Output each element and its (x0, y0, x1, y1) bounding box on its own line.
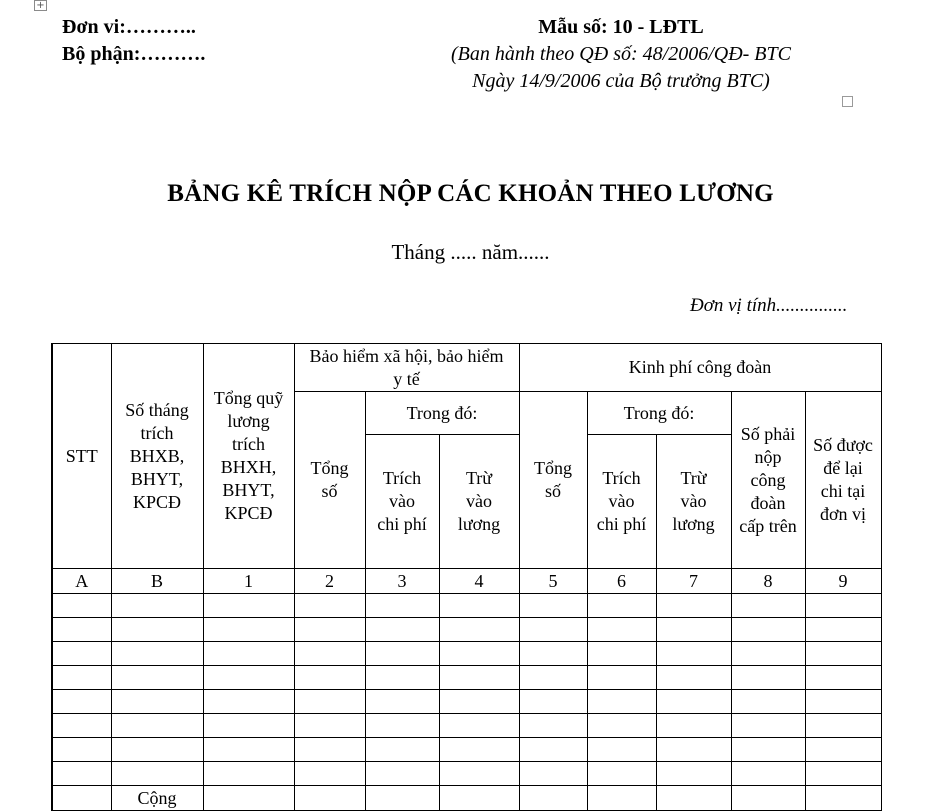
data-cell[interactable] (294, 714, 365, 738)
data-cell[interactable] (294, 762, 365, 786)
data-cell[interactable] (52, 690, 111, 714)
month-line: Tháng ..... năm...... (391, 240, 550, 264)
header-union-total (519, 392, 587, 569)
data-cell[interactable] (294, 618, 365, 642)
header-stt: STT (52, 344, 111, 569)
header-union-charged (587, 435, 656, 569)
data-cell[interactable] (656, 738, 731, 762)
data-cell[interactable] (203, 666, 294, 690)
data-cell[interactable] (731, 642, 805, 666)
data-cell[interactable] (52, 738, 111, 762)
data-cell[interactable] (52, 786, 111, 811)
data-cell[interactable] (52, 642, 111, 666)
index-cell: 6 (587, 569, 656, 594)
data-cell[interactable] (805, 738, 881, 762)
data-cell[interactable] (203, 762, 294, 786)
data-cell[interactable] (52, 762, 111, 786)
data-cell[interactable] (656, 690, 731, 714)
data-cell[interactable] (731, 786, 805, 811)
header-fund-text: Tổng quỹ lương trích BHXH, BHYT, KPCĐ (213, 388, 284, 523)
data-cell[interactable] (805, 714, 881, 738)
header-months (111, 344, 203, 569)
data-cell[interactable] (294, 666, 365, 690)
data-cell[interactable] (111, 762, 203, 786)
data-cell[interactable] (294, 738, 365, 762)
data-cell[interactable] (656, 666, 731, 690)
data-cell[interactable] (203, 618, 294, 642)
data-cell[interactable] (52, 714, 111, 738)
data-cell[interactable] (365, 642, 439, 666)
data-cell[interactable] (587, 594, 656, 618)
data-cell[interactable] (203, 642, 294, 666)
header-union-in-which: Trong đó: (587, 392, 731, 435)
data-cell[interactable] (656, 714, 731, 738)
data-cell[interactable] (587, 642, 656, 666)
unit-label: Đơn vi:……….. (62, 16, 196, 38)
header-payable-upper-text: Số phải nộp công đoàn cấp trên (739, 423, 797, 536)
data-cell[interactable] (805, 594, 881, 618)
org-header (62, 14, 205, 68)
data-cell[interactable] (587, 786, 656, 811)
issued-by: (Ban hành theo QĐ số: 48/2006/QĐ- BTC (451, 43, 791, 65)
header-insurance-in-which: Trong đó: (365, 392, 519, 435)
total-row (52, 786, 881, 811)
data-cell[interactable] (111, 642, 203, 666)
total-label: Cộng (111, 786, 203, 811)
header-payable-upper (731, 392, 805, 569)
index-cell: 8 (731, 569, 805, 594)
data-cell[interactable] (365, 714, 439, 738)
header-months-text: Số tháng trích BHXB, BHYT, KPCĐ (125, 399, 189, 512)
table-row (52, 738, 881, 762)
data-cell[interactable] (731, 618, 805, 642)
table-row (52, 762, 881, 786)
data-cell[interactable] (365, 618, 439, 642)
data-cell[interactable] (439, 618, 519, 642)
table-row (52, 690, 881, 714)
data-cell[interactable] (111, 666, 203, 690)
contribution-table (51, 343, 882, 811)
data-cell[interactable] (203, 786, 294, 811)
data-cell[interactable] (805, 666, 881, 690)
data-cell[interactable] (439, 690, 519, 714)
data-cell[interactable] (111, 618, 203, 642)
issued-date: Ngày 14/9/2006 của Bộ trưởng BTC) (472, 70, 770, 92)
data-cell[interactable] (439, 738, 519, 762)
data-cell[interactable] (439, 762, 519, 786)
header-ins-deducted-text: Trừ vào lương (457, 468, 501, 534)
data-cell[interactable] (587, 666, 656, 690)
data-cell[interactable] (731, 690, 805, 714)
data-cell[interactable] (519, 786, 587, 811)
data-cell[interactable] (111, 714, 203, 738)
data-cell[interactable] (365, 762, 439, 786)
data-cell[interactable] (203, 594, 294, 618)
data-cell[interactable] (365, 690, 439, 714)
data-cell[interactable] (731, 714, 805, 738)
index-cell: 2 (294, 569, 365, 594)
data-cell[interactable] (294, 642, 365, 666)
data-cell[interactable] (519, 666, 587, 690)
data-cell[interactable] (111, 690, 203, 714)
index-cell: A (52, 569, 111, 594)
header-union-deducted-text: Trừ vào lương (672, 468, 715, 534)
data-cell[interactable] (52, 666, 111, 690)
header-union-group: Kinh phí công đoàn (519, 344, 881, 392)
data-cell[interactable] (731, 738, 805, 762)
header-ins-deducted (439, 435, 519, 569)
data-cell[interactable] (439, 594, 519, 618)
header-union-charged-text: Trích vào chi phí (596, 468, 647, 534)
data-cell[interactable] (519, 642, 587, 666)
data-cell[interactable] (294, 786, 365, 811)
data-cell[interactable] (805, 786, 881, 811)
data-cell[interactable] (587, 738, 656, 762)
data-cell[interactable] (203, 738, 294, 762)
data-cell[interactable] (519, 762, 587, 786)
data-cell[interactable] (365, 666, 439, 690)
dept-label: Bộ phận:………. (62, 43, 206, 65)
data-cell[interactable] (294, 690, 365, 714)
data-cell[interactable] (656, 762, 731, 786)
header-insurance-group (294, 344, 519, 392)
header-ins-charged-text: Trích vào chi phí (377, 468, 427, 534)
index-cell: 5 (519, 569, 587, 594)
data-cell[interactable] (439, 642, 519, 666)
header-insurance-total-text: Tổng số (310, 458, 349, 501)
data-cell[interactable] (587, 690, 656, 714)
data-cell[interactable] (519, 714, 587, 738)
header-union-deducted (656, 435, 731, 569)
data-cell[interactable] (439, 714, 519, 738)
header-retained (805, 392, 881, 569)
table-row (52, 666, 881, 690)
table-row (52, 618, 881, 642)
table-move-handle-icon[interactable]: + (34, 0, 47, 11)
data-cell[interactable] (519, 738, 587, 762)
index-row (52, 569, 881, 594)
data-cell[interactable] (111, 594, 203, 618)
table-row (52, 594, 881, 618)
data-cell[interactable] (365, 594, 439, 618)
data-cell[interactable] (52, 618, 111, 642)
page-title: BẢNG KÊ TRÍCH NỘP CÁC KHOẢN THEO LƯƠNG (167, 180, 774, 207)
data-cell[interactable] (731, 594, 805, 618)
currency-unit: Đơn vị tính............... (690, 295, 848, 316)
data-cell[interactable] (294, 594, 365, 618)
anchor-box-icon (842, 96, 853, 107)
header-union-total-text: Tổng số (534, 458, 572, 501)
header-retained-text: Số được để lại chi tại đơn vị (813, 435, 873, 524)
data-cell[interactable] (519, 690, 587, 714)
data-cell[interactable] (519, 618, 587, 642)
index-cell: 7 (656, 569, 731, 594)
table-row (52, 714, 881, 738)
data-cell[interactable] (731, 666, 805, 690)
data-cell[interactable] (365, 738, 439, 762)
data-cell[interactable] (52, 594, 111, 618)
data-cell[interactable] (111, 738, 203, 762)
index-cell: 9 (805, 569, 881, 594)
index-cell: B (111, 569, 203, 594)
index-cell: 1 (203, 569, 294, 594)
data-cell[interactable] (805, 762, 881, 786)
header-fund (203, 344, 294, 569)
header-insurance-total (294, 392, 365, 569)
form-header (400, 14, 842, 95)
data-cell[interactable] (805, 618, 881, 642)
data-cell[interactable] (656, 618, 731, 642)
header-insurance-text: Bảo hiểm xã hội, bảo hiểm y tế (309, 345, 504, 389)
table-row (52, 642, 881, 666)
data-cell[interactable] (805, 690, 881, 714)
header-ins-charged (365, 435, 439, 569)
data-cell[interactable] (439, 786, 519, 811)
data-cell[interactable] (365, 786, 439, 811)
data-cell[interactable] (587, 618, 656, 642)
data-cell[interactable] (203, 690, 294, 714)
data-cell[interactable] (439, 666, 519, 690)
data-cell[interactable] (587, 714, 656, 738)
data-cell[interactable] (519, 594, 587, 618)
data-cell[interactable] (656, 786, 731, 811)
data-cell[interactable] (731, 762, 805, 786)
index-cell: 4 (439, 569, 519, 594)
index-cell: 3 (365, 569, 439, 594)
data-cell[interactable] (656, 642, 731, 666)
data-cell[interactable] (203, 714, 294, 738)
data-cell[interactable] (805, 642, 881, 666)
data-cell[interactable] (587, 762, 656, 786)
form-number: Mẫu số: 10 - LĐTL (538, 16, 704, 38)
data-cell[interactable] (656, 594, 731, 618)
